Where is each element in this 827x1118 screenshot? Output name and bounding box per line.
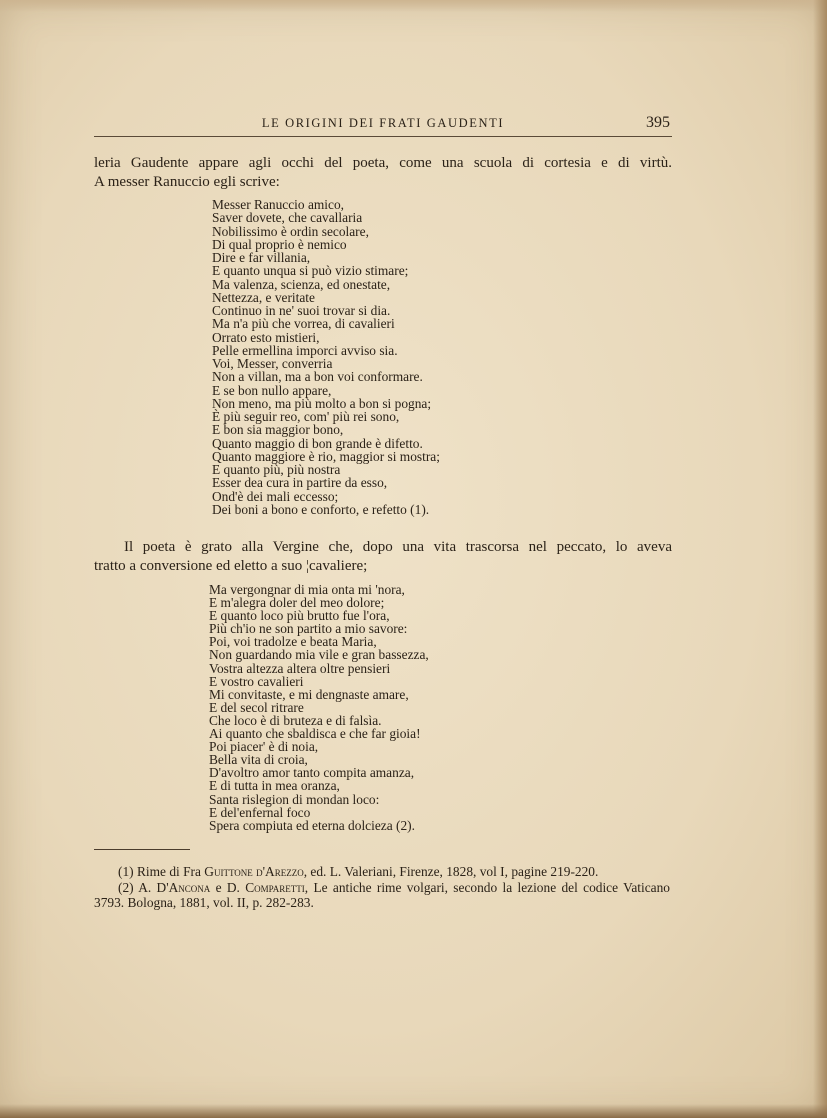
verse-line: D'avoltro amor tanto compita amanza, (209, 765, 415, 781)
page-edge-bottom (0, 1104, 827, 1118)
page-edge-top (0, 0, 827, 12)
verse-line: Spera compiuta ed eterna dolcieza (2). (209, 817, 415, 833)
footnote-rule (94, 849, 190, 850)
verse-line: E di tutta in mea oranza, (209, 778, 340, 794)
middle-line: Il poeta è grato alla Vergine che, dopo una vita trascorsa nel peccato, lo aveva (124, 539, 672, 555)
verse-line: Dire e far villania, (212, 250, 311, 265)
verse-line: Bella vita di croia, (209, 752, 308, 768)
verse-line: Nobilissimo è ordin secolare, (212, 223, 369, 239)
verse-line: Dei boni a bono e conforto, e refetto (1). (212, 501, 430, 517)
intro-line: leria Gaudente appare agli occhi del poeta, come una scuola di cortesia e di virtù. (94, 155, 672, 171)
poem-ranuccio (212, 198, 440, 516)
verse-line: E se bon nullo appare, (212, 382, 332, 398)
verse-line: Quanto maggio di bon grande è difetto. (212, 435, 423, 451)
footnote-text: (1) Rime di Fra (118, 864, 205, 879)
footnotes (94, 864, 670, 911)
verse-line: Quanto maggiore è rio, maggior si mostra; (212, 448, 440, 464)
verse-line: E bon sia maggior bono, (212, 422, 344, 438)
middle-line: tratto a conversione ed eletto a suo ¦cavaliere; (94, 558, 368, 574)
verse-line: Mi convitaste, e mi dengnaste amare, (209, 686, 409, 702)
footnote-text: , ed. L. Valeriani, Firenze, 1828, vol I, pagine 219-220. (303, 864, 599, 879)
verse-line: Messer Ranuccio amico, (212, 197, 345, 212)
verse-line: E del secol ritrare (209, 699, 304, 715)
verse-line: E vostro cavalieri (209, 673, 304, 689)
footnote-text: e D. (210, 879, 246, 895)
verse-line: Non meno, ma più molto a bon si pogna; (212, 395, 432, 411)
verse-line: Saver dovete, che cavallaria (212, 210, 363, 226)
verse-line: Più ch'io ne son partito a mio savore: (209, 621, 408, 637)
footnote-text: (2) A. D' (118, 879, 169, 895)
footnote-author: Ancona (168, 879, 211, 895)
verse-line: Ai quanto che sbaldisca e che far gioia! (209, 726, 421, 742)
verse-line: Ma n'a più che vorrea, di cavalieri (212, 316, 395, 332)
verse-line: E quanto unqua si può vizio stimare; (212, 263, 409, 279)
verse-line: E quanto loco più brutto fue l'ora, (209, 608, 390, 624)
footnote-1 (94, 864, 670, 880)
verse-line: E del'enfernal foco (209, 804, 311, 820)
verse-line: Vostra altezza altera oltre pensieri (209, 660, 391, 676)
verse-line: È più seguir reo, com' più rei sono, (212, 409, 400, 424)
verse-line: Continuo in ne' suoi trovar si dia. (212, 303, 391, 318)
footnote-author: Comparetti (245, 879, 305, 895)
intro-line: A messer Ranuccio egli scrive: (94, 174, 280, 190)
footnote-author: Guittone d'Arezzo (204, 864, 304, 879)
verse-line: Voi, Messer, converria (212, 356, 333, 371)
verse-line: Di qual proprio è nemico (212, 236, 347, 252)
page-edge-right (813, 0, 827, 1118)
verse-line: Santa rislegion di mondan loco: (209, 791, 380, 807)
verse-line: Poi piacer' è di noia, (209, 739, 319, 755)
verse-line: Poi, voi tradolze e beata Maria, (209, 634, 377, 650)
verse-line: Pelle ermellina imporci avviso sia. (212, 342, 398, 358)
verse-line: Esser dea cura in partire da esso, (212, 475, 388, 491)
verse-line: E quanto più, più nostra (212, 462, 341, 477)
intro-paragraph (94, 154, 672, 192)
middle-paragraph (94, 538, 672, 576)
verse-line: Nettezza, e veritate (212, 289, 315, 305)
verse-line: Orrato esto mistieri, (212, 329, 320, 345)
page-number: 395 (646, 114, 670, 131)
verse-line: Ma valenza, scienza, ed onestate, (212, 276, 391, 292)
verse-line: Ond'è dei mali eccesso; (212, 488, 339, 504)
verse-line: Non guardando mia vile e gran bassezza, (209, 647, 429, 663)
verse-line: E m'alegra doler del meo dolore; (209, 595, 385, 611)
poem-vergine (209, 583, 429, 832)
running-head (94, 112, 672, 137)
footnote-text: , Le antiche rime volgari, secondo la lezione del codice Vaticano 3793. Bologna, 1881, vol. II, p. 282-283. (94, 879, 670, 910)
footnote-2 (94, 880, 670, 911)
verse-line: Che loco è di bruteza e di falsìa. (209, 712, 382, 728)
running-head-title: LE ORIGINI DEI FRATI GAUDENTI (261, 116, 505, 130)
verse-line: Ma vergongnar di mia onta mi 'nora, (209, 582, 405, 597)
verse-line: Non a villan, ma a bon voi conformare. (212, 369, 423, 385)
